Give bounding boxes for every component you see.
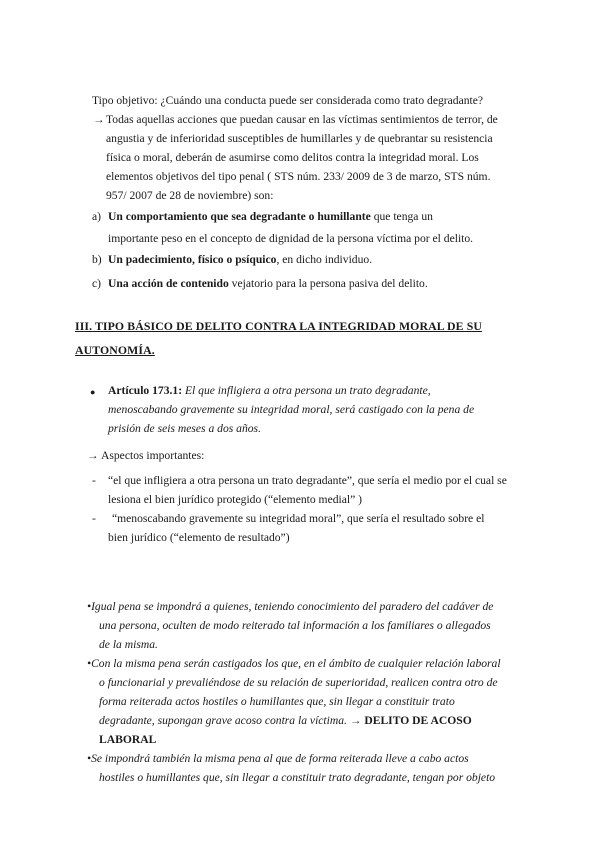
item-rest: vejatorio para la persona pasiva del delito. xyxy=(228,277,428,290)
paragraph-2-line-4 xyxy=(99,711,472,730)
paragraph-text: Con la misma pena serán castigados los que, en el ámbito de cualquier relación laboral xyxy=(91,657,501,670)
intro-question: Tipo objetivo: ¿Cuándo una conducta puede ser considerada como trato degradante? xyxy=(92,94,484,107)
paragraph-text: Se impondrá también la misma pena al que de forma reiterada lleve a cabo actos xyxy=(91,752,469,765)
item-bold: Un padecimiento, físico o psíquico xyxy=(108,253,277,266)
item-continuation: importante peso en el concepto de dignidad de la persona víctima por el delito. xyxy=(108,232,474,245)
bullet-icon: • xyxy=(87,752,92,765)
acoso-laboral-label: DELITO DE ACOSO xyxy=(364,714,472,727)
right-arrow-icon: → xyxy=(93,113,105,126)
aspect-2-line-2: bien jurídico (“elemento de resultado”) xyxy=(108,531,290,544)
list-item xyxy=(92,207,512,226)
bullet-icon: • xyxy=(87,657,92,670)
aspect-1-line-2: lesiona el bien jurídico protegido (“elemento medial” ) xyxy=(108,493,363,506)
paragraph-1-line-1 xyxy=(87,597,493,616)
section-heading-line-1: III. TIPO BÁSICO DE DELITO CONTRA LA INTEGRIDAD MORAL DE SU xyxy=(75,319,482,333)
list-item xyxy=(92,274,512,293)
intro-answer-line-2: angustia y de inferioridad susceptibles de humillarles y de quebrantar su resistencia xyxy=(106,132,493,145)
paragraph-text: Igual pena se impondrá a quienes, teniendo conocimiento del paradero del cadáver de xyxy=(91,600,494,613)
item-marker: c) xyxy=(92,277,102,290)
paragraph-2-line-5: LABORAL xyxy=(99,733,157,746)
right-arrow-icon: → xyxy=(87,449,99,462)
paragraph-2-line-2: o funcionarial y prevaliéndose de su relación de superioridad, realicen contra otro de xyxy=(99,676,498,689)
paragraph-3-line-1 xyxy=(87,749,469,768)
dash-marker: - xyxy=(92,512,96,525)
item-bold: Un comportamiento que sea degradante o humillante xyxy=(108,210,371,223)
item-rest: , en dicho individuo. xyxy=(276,253,373,266)
paragraph-1-line-3: de la misma. xyxy=(99,638,158,651)
bullet-icon: ● xyxy=(90,387,96,397)
dash-marker: - xyxy=(92,474,96,487)
item-bold: Una acción de contenido xyxy=(108,277,229,290)
article-text: El que infligiera a otra persona un trato degradante, xyxy=(182,384,431,397)
article-label: Artículo 173.1: xyxy=(108,384,183,397)
right-arrow-icon: → xyxy=(346,714,365,727)
item-rest: que tenga un xyxy=(370,210,433,223)
intro-answer-line-5: 957/ 2007 de 28 de noviembre) son: xyxy=(106,189,274,202)
intro-answer-line-3: física o moral, deberán de asumirse como delitos contra la integridad moral. Los xyxy=(106,151,479,164)
aspect-2-line-1: “menoscabando gravemente su integridad moral”, que sería el resultado sobre el xyxy=(112,512,485,525)
item-marker: b) xyxy=(92,253,102,266)
paragraph-3-line-2: hostiles o humillantes que, sin llegar a constituir trato degradante, tengan por objeto xyxy=(99,771,496,784)
list-item xyxy=(92,250,512,269)
article-line-3: prisión de seis meses a dos años. xyxy=(108,422,261,435)
bullet-icon: • xyxy=(87,600,92,613)
aspect-1-line-1: “el que infligiera a otra persona un trato degradante”, que sería el medio por el cual se xyxy=(108,474,507,487)
item-marker: a) xyxy=(92,210,102,223)
article-line-2: menoscabando gravemente su integridad moral, será castigado con la pena de xyxy=(108,403,475,416)
paragraph-2-line-1 xyxy=(87,654,501,673)
paragraph-2-line-3: forma reiterada actos hostiles o humillantes que, sin llegar a constituir trato xyxy=(99,695,455,708)
intro-answer-line-4: elementos objetivos del tipo penal ( STS núm. 233/ 2009 de 3 de marzo, STS núm. xyxy=(106,170,491,183)
article-line-1 xyxy=(108,381,431,400)
paragraph-1-line-2: una persona, oculten de modo reiterado tal información a los familiares o allegados xyxy=(99,619,491,632)
section-heading-line-2: AUTONOMÍA. xyxy=(75,343,155,357)
intro-answer-line-1: Todas aquellas acciones que puedan causar en las víctimas sentimientos de terror, de xyxy=(106,113,498,126)
aspects-title: Aspectos importantes: xyxy=(101,449,205,462)
paragraph-text: degradante, supongan grave acoso contra la víctima. xyxy=(99,714,347,727)
